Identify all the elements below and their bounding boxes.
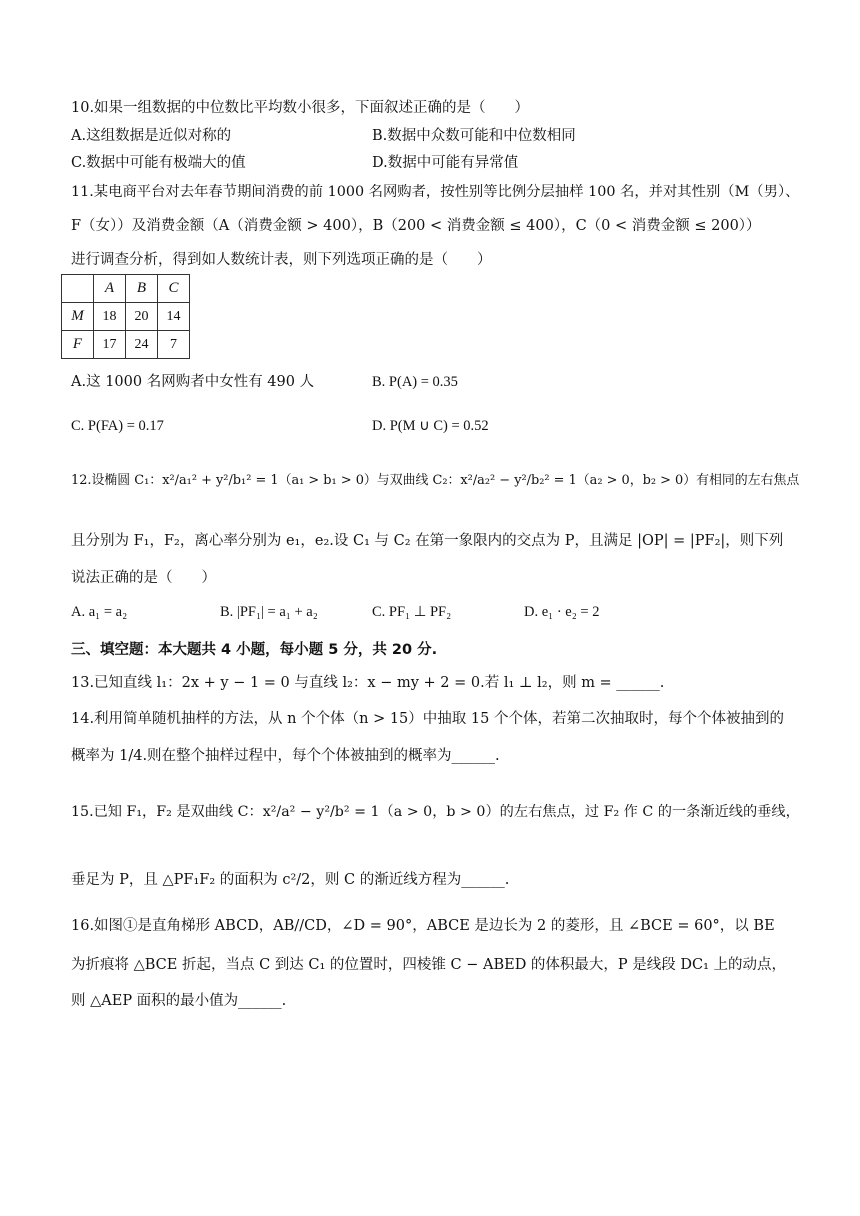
q16-line-1: 16.如图①是直角梯形 ABCD，AB//CD，∠D = 90°，ABCE 是边长为 2 的菱形，且 ∠BCE = 60°，以 BE xyxy=(71,918,775,934)
q11-line-1: 11.某电商平台对去年春节期间消费的前 1000 名网购者，按性别等比例分层抽样 100 名，并对其性别（M（男）、 xyxy=(71,184,800,200)
q14-line-2: 概率为 1/4.则在整个抽样过程中，每个个体被抽到的概率为______. xyxy=(71,748,500,764)
table-header-c: C xyxy=(158,275,190,303)
q13-line-1: 13.已知直线 l₁：2x + y − 1 = 0 与直线 l₂：x − my + 2 = 0.若 l₁ ⊥ l₂，则 m = ______. xyxy=(71,675,665,691)
q11-option-d: D. P(M ∪ C) = 0.52 xyxy=(372,418,489,434)
section-heading: 三、填空题：本大题共 4 小题，每小题 5 分，共 20 分. xyxy=(71,642,438,658)
table-header-a: A xyxy=(94,275,126,303)
q14-line-1: 14.利用简单随机抽样的方法，从 n 个个体（n > 15）中抽取 15 个个体，若第二次抽取时，每个个体被抽到的 xyxy=(71,711,784,727)
stats-table xyxy=(61,274,190,359)
q15-line-2: 垂足为 P，且 △PF₁F₂ 的面积为 c²/2，则 C 的渐近线方程为______. xyxy=(71,872,510,888)
q12-line-3: 说法正确的是（ ） xyxy=(71,570,216,586)
table-corner-cell xyxy=(62,275,94,303)
table-cell: 17 xyxy=(94,331,126,359)
table-cell: 20 xyxy=(126,303,158,331)
q10-option-a: A.这组数据是近似对称的 xyxy=(71,128,232,144)
table-row xyxy=(62,303,190,331)
q10-option-b: B.数据中众数可能和中位数相同 xyxy=(372,128,576,144)
q12-option-b: B. |PF₁| = a₁ + a₂ xyxy=(220,604,318,620)
table-cell: 24 xyxy=(126,331,158,359)
q15-line-1: 15.已知 F₁，F₂ 是双曲线 C：x²/a² − y²/b² = 1（a > 0，b > 0）的左右焦点，过 F₂ 作 C 的一条渐近线的垂线， xyxy=(71,804,800,820)
table-header-row xyxy=(62,275,190,303)
q12-option-a: A. a₁ = a₂ xyxy=(71,604,128,620)
q12-option-d: D. e₁ · e₂ = 2 xyxy=(524,604,600,620)
q11-line-2: F（女））及消费金额（A（消费金额 > 400），B（200 < 消费金额 ≤ 400），C（0 < 消费金额 ≤ 200）） xyxy=(71,218,761,234)
q12-option-c: C. PF₁ ⊥ PF₂ xyxy=(372,604,452,620)
table-header-b: B xyxy=(126,275,158,303)
table-cell: 14 xyxy=(158,303,190,331)
q10-option-c: C.数据中可能有极端大的值 xyxy=(71,155,246,171)
q11-option-a: A.这 1000 名网购者中女性有 490 人 xyxy=(71,374,315,390)
q16-line-3: 则 △AEP 面积的最小值为______. xyxy=(71,993,287,1009)
q11-option-b: B. P(A) = 0.35 xyxy=(372,374,458,390)
q12-line-1: 12.设椭圆 C₁：x²/a₁² + y²/b₁² = 1（a₁ > b₁ > 0）与双曲线 C₂：x²/a₂² − y²/b₂² = 1（a₂ > 0，b₂ > 0）有相同的左右焦点 xyxy=(71,473,800,488)
table-row xyxy=(62,331,190,359)
table-row-label: M xyxy=(62,303,94,331)
q11-line-3: 进行调查分析，得到如人数统计表，则下列选项正确的是（ ） xyxy=(71,252,492,268)
q16-line-2: 为折痕将 △BCE 折起，当点 C 到达 C₁ 的位置时，四棱锥 C − ABED 的体积最大，P 是线段 DC₁ 上的动点， xyxy=(71,957,787,973)
table-cell: 18 xyxy=(94,303,126,331)
q12-line-2: 且分别为 F₁，F₂，离心率分别为 e₁，e₂.设 C₁ 与 C₂ 在第一象限内的交点为 P，且满足 |OP| = |PF₂|，则下列 xyxy=(71,533,784,549)
table-row-label: F xyxy=(62,331,94,359)
q10-option-d: D.数据中可能有异常值 xyxy=(372,155,519,171)
q11-option-c: C. P(FA) = 0.17 xyxy=(71,418,164,434)
table-cell: 7 xyxy=(158,331,190,359)
q10-stem: 10.如果一组数据的中位数比平均数小很多，下面叙述正确的是（ ） xyxy=(71,100,530,116)
